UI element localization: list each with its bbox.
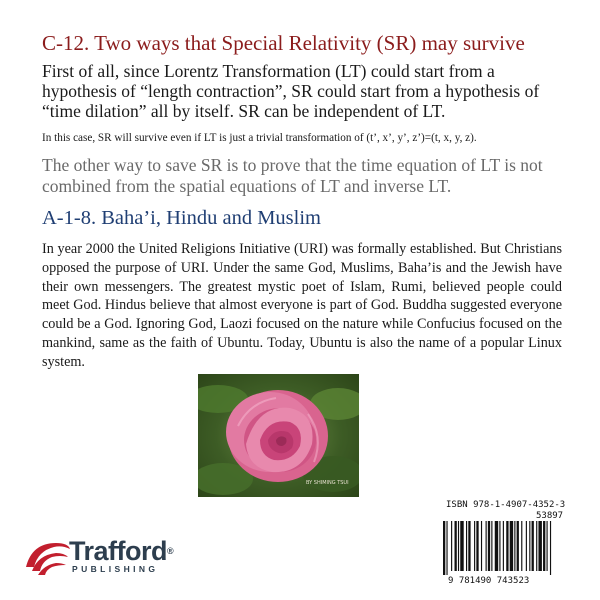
barcode-bar <box>481 521 482 571</box>
barcode-bar <box>536 521 537 571</box>
barcode-bar <box>510 521 513 571</box>
barcode-bar <box>455 521 457 571</box>
barcode-bar <box>495 521 498 571</box>
barcode-bar <box>491 521 492 571</box>
barcode-bar <box>476 521 478 571</box>
barcode-bar <box>532 521 534 571</box>
barcode-bar <box>443 521 445 575</box>
ean-digits: 9 781490 743523 <box>448 576 530 586</box>
price-code: 53897 <box>536 511 564 521</box>
barcode-bar <box>543 521 545 571</box>
publisher-name <box>69 537 173 565</box>
barcode-image <box>441 521 591 575</box>
paragraph-religions: In year 2000 the United Religions Initiative (URI) was formally established. But Christians opposed the purpose of URI. Under the same God, Muslims, Baha’is and the Jewish have their own messengers. The greatest mystic poet of Islam, Rumi, believed people could meet God. Hindus believe that almost everyone is part of God. Buddha suggested everyone could be a God. Ignoring God, Laozi focused on the nature while Confucius focused on the mankind, same as the faith of Ubuntu. Today, Ubuntu is also the name of a popular Linux system. <box>42 241 562 370</box>
section-heading-a18: A-1-8. Baha’i, Hindu and Muslim <box>42 207 321 229</box>
barcode-bar <box>521 521 522 571</box>
barcode-bar <box>514 521 515 571</box>
rose-image <box>198 374 359 497</box>
barcode-bar <box>547 521 548 571</box>
isbn-label: ISBN 978-1-4907-4352-3 <box>446 500 566 510</box>
trafford-logo-icon <box>22 537 72 577</box>
barcode-bar <box>517 521 519 571</box>
barcode-bar <box>486 521 487 571</box>
barcode-bar <box>529 521 530 571</box>
paragraph-small-note: In this case, SR will survive even if LT is just a trivial transformation of (t’, x’, y’, z’)=(t, x, y, z). <box>42 132 477 144</box>
barcode-bar <box>446 521 447 575</box>
barcode-bar <box>499 521 500 571</box>
barcode-bar <box>466 521 467 571</box>
barcode-bar <box>458 521 459 571</box>
publisher-tagline: PUBLISHING <box>72 564 159 574</box>
paragraph-lt-hypothesis: First of all, since Lorentz Transformation (LT) could start from a hypothesis of “length contraction”, SR could start from a hypothesis of “time dilation” all by itself. SR can be independent of LT. <box>42 61 540 121</box>
barcode-bar <box>460 521 463 571</box>
section-heading-c12: C-12. Two ways that Special Relativity (SR) may survive <box>42 31 525 55</box>
barcode-bar <box>506 521 508 571</box>
barcode-bar <box>468 521 470 571</box>
paragraph-save-sr: The other way to save SR is to prove that the time equation of LT is not combined from the spatial equations of LT and inverse LT. <box>42 155 543 196</box>
barcode-bar <box>550 521 551 575</box>
photo-caption: BY SHIMING TSUI <box>306 480 349 486</box>
trademark-symbol: ® <box>167 546 174 556</box>
barcode-bar <box>474 521 475 571</box>
rose-photo <box>198 374 359 497</box>
barcode-bar <box>538 521 541 571</box>
barcode-bar <box>488 521 490 571</box>
barcode-bar <box>526 521 527 571</box>
barcode-bar <box>503 521 504 571</box>
publisher-name-text: Trafford <box>69 536 168 566</box>
barcode-bar <box>451 521 452 571</box>
